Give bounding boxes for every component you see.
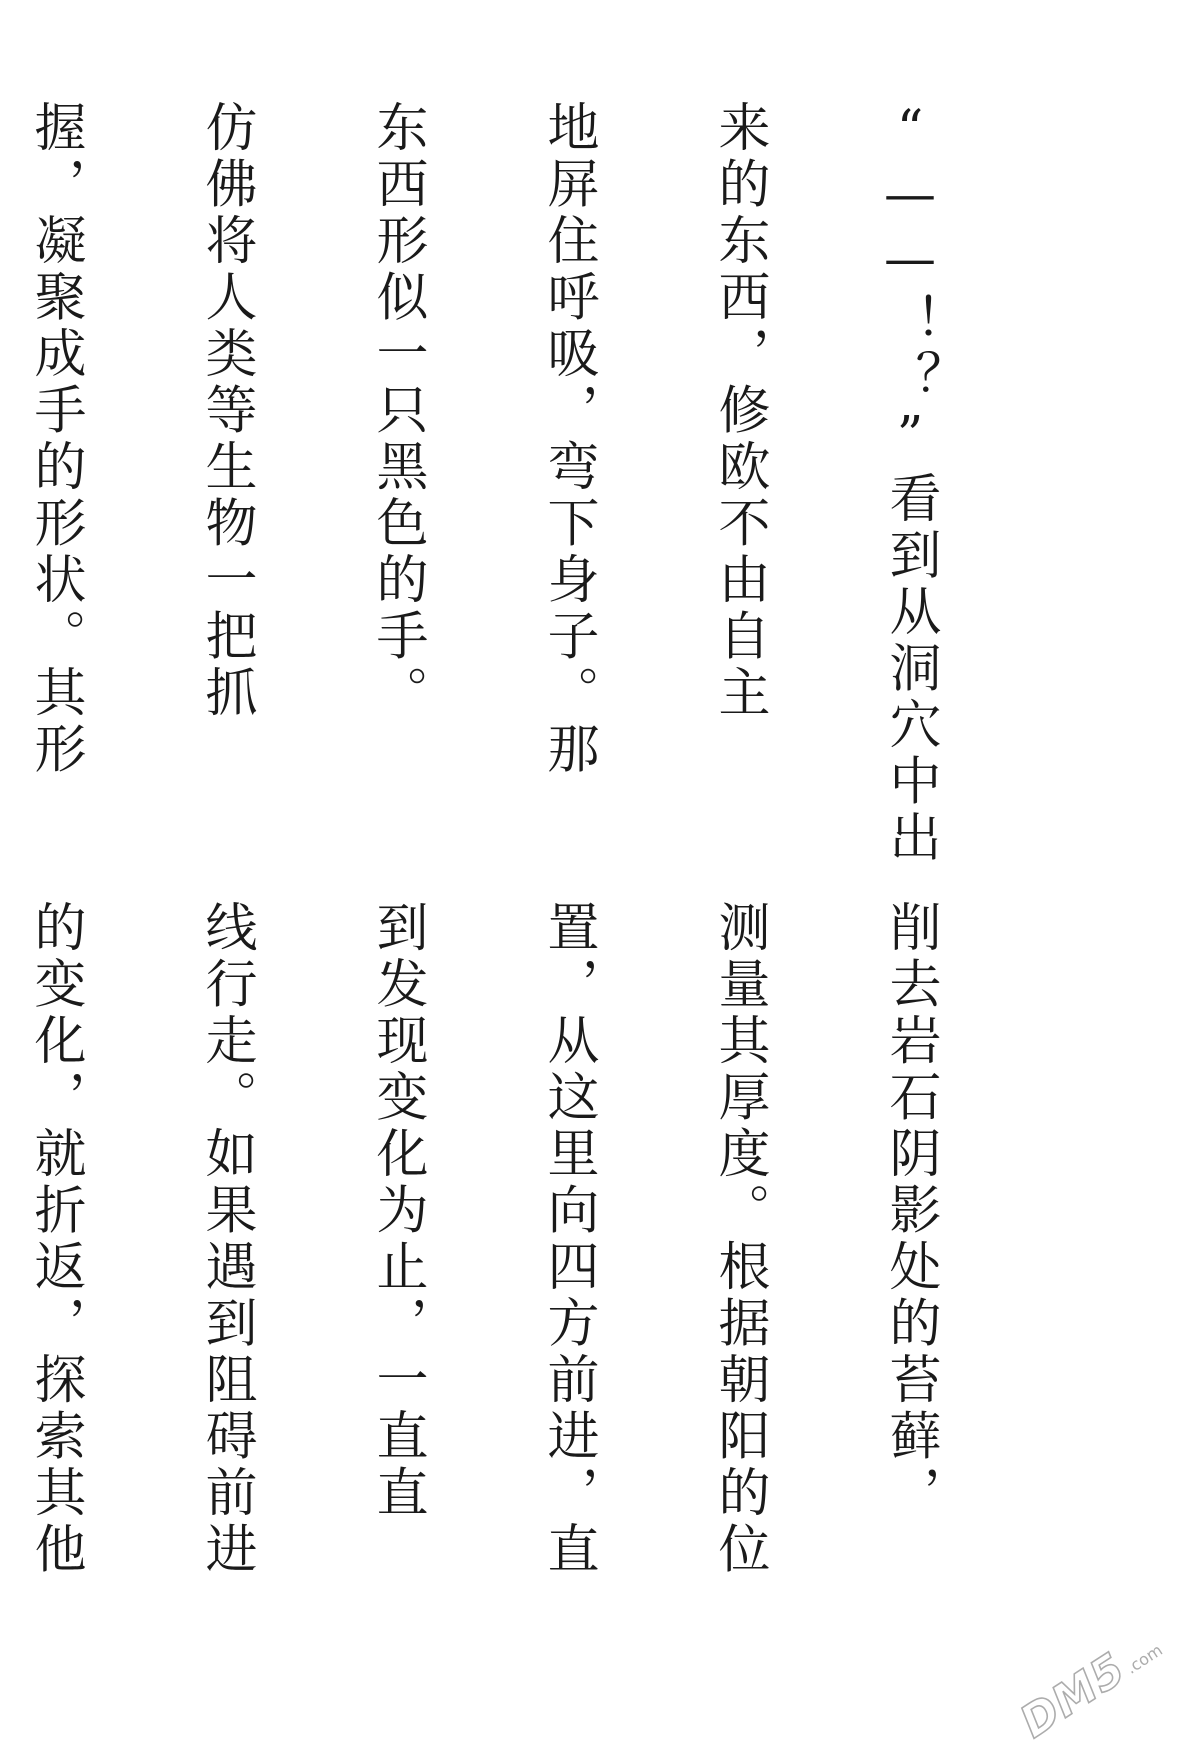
text-column: 仿佛将人类等生物一把抓 xyxy=(196,100,256,722)
text-column: 置，从这里向四方前进，直 xyxy=(538,900,598,1578)
text-column: 来的东西，修欧不由自主 xyxy=(709,100,769,722)
text-column: 削去岩石阴影处的苔藓， xyxy=(880,900,940,1522)
text-block-top xyxy=(0,100,1052,867)
text-column: 地屏住呼吸，弯下身子。那 xyxy=(538,100,598,778)
watermark-main-text: DM5 xyxy=(1011,1643,1135,1748)
watermark-domain-text: .com xyxy=(1122,1640,1166,1678)
text-column: 测量其厚度。根据朝阳的位 xyxy=(709,900,769,1578)
text-column: 到发现变化为止，一直直 xyxy=(367,900,427,1522)
text-column: “——！？”看到从洞穴中出 xyxy=(880,100,940,867)
text-column: 东西形似一只黑色的手。 xyxy=(367,100,427,722)
text-column: 的变化，就折返，探索其他 xyxy=(25,900,85,1578)
watermark-logo xyxy=(1011,1620,1170,1748)
text-column: 线行走。如果遇到阻碍前进 xyxy=(196,900,256,1578)
text-column: 握，凝聚成手的形状。其形 xyxy=(25,100,85,778)
text-block-bottom xyxy=(0,900,1052,1620)
